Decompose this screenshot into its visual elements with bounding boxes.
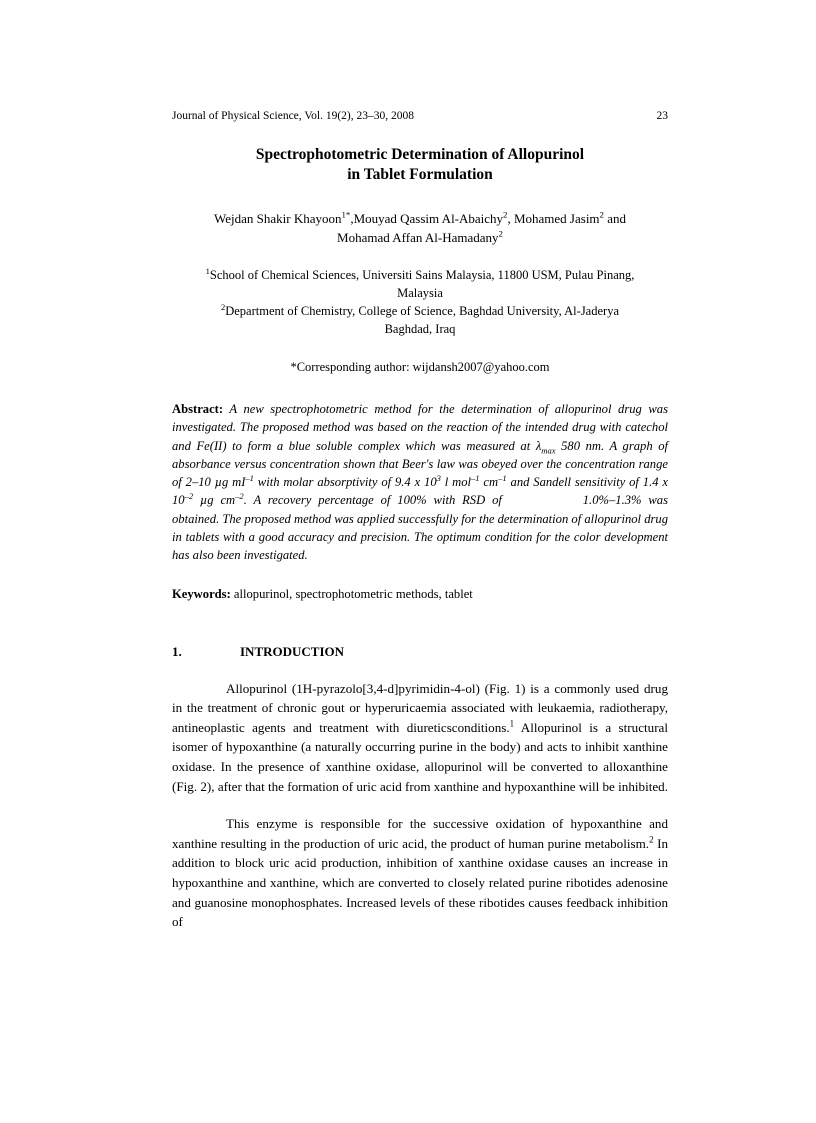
author-line-1 <box>172 209 668 228</box>
author-affil-marker-2: 2 <box>503 209 508 220</box>
author-name-khayoon: Wejdan Shakir Khayoon <box>214 211 342 226</box>
affiliation-block <box>172 266 668 338</box>
paragraph-2-text-2: In addition to block uric acid production, inhibition of xanthine oxidase causes an increase in hypoxanthine and xanthine, which are converted to closely related purine ribotides adenosine and guanosine monophosphates. Increased levels of these ribotides causes feedback inhibition of <box>172 835 669 930</box>
author-name-jasim: , Mohamed Jasim <box>507 211 600 226</box>
affiliation-2-line-1 <box>172 302 668 320</box>
paragraph-1 <box>172 679 668 797</box>
author-line-2 <box>172 228 668 247</box>
author-conjunction: and <box>603 211 626 226</box>
running-head <box>172 109 668 123</box>
abstract-label: Abstract: <box>172 402 224 416</box>
journal-citation: Journal of Physical Science, Vol. 19(2), 23–30, 2008 <box>172 110 415 122</box>
abstract-text-6: and Sandell sensitivity of 1.4 x 10 <box>172 475 668 508</box>
citation-reference-2: 2 <box>649 834 654 845</box>
corresponding-author: *Corresponding author: wijdansh2007@yahoo.com <box>290 360 550 374</box>
section-title: INTRODUCTION <box>240 643 345 659</box>
title-line-2: in Tablet Formulation <box>347 166 493 183</box>
author-affil-marker-3: 2 <box>599 209 604 220</box>
page-title <box>172 145 668 185</box>
lambda-max-subscript: max <box>541 445 556 456</box>
affiliation-2-line-2: Baghdad, Iraq <box>384 322 456 336</box>
abstract-text-4: l mol <box>440 475 472 490</box>
affiliation-marker-1: 1 <box>205 265 210 276</box>
paragraph-1-text-1: Allopurinol (1H-pyrazolo[3,4-d]pyrimidin-4-ol) (Fig. 1) is a commonly used drug in the treatment of chronic gout or hyperuricaemia associated with leukaemia, radiotherapy, antineoplastic agents and treatment with diureticsconditions. <box>172 680 668 735</box>
author-affil-marker-4: 2 <box>498 228 503 239</box>
author-list <box>172 209 668 247</box>
paragraph-1-text-2: Allopurinol is a structural isomer of hypoxanthine (a naturally occurring purine in the body) and acts to inhibit xanthine oxidase. In the presence of xanthine oxidase, allopurinol will be converted to alloxanthine (Fig. 2), after that the formation of uric acid from xanthine and hypoxanthine will be inhibited. <box>172 719 669 794</box>
unit-exponent-1: –1 <box>245 473 254 483</box>
abstract-text-9: 1.0%–1.3% was obtained. The proposed method was applied successfully for the determination of allopurinol drug in tablets with a good accuracy and precision. The optimum condition for the color development has also been investigated. <box>172 493 668 563</box>
author-name-alabaichy: ,Mouyad Qassim Al-Abaichy <box>350 211 504 226</box>
unit-exponent-5: –2 <box>184 491 194 502</box>
page-content <box>172 109 668 951</box>
page-number: 23 <box>656 110 668 122</box>
unit-exponent-4: –1 <box>498 473 507 483</box>
affiliation-1-line-1 <box>172 266 668 284</box>
paragraph-2-text-1: This enzyme is responsible for the successive oxidation of hypoxanthine and xanthine resulting in the production of uric acid, the product of human purine metabolism. <box>172 816 668 851</box>
author-name-alhamadany: Mohamad Affan Al-Hamadany <box>337 230 499 245</box>
unit-exponent-3: –1 <box>471 473 480 483</box>
author-affil-marker-1: 1* <box>341 209 351 220</box>
keywords-value: allopurinol, spectrophotometric methods, tablet <box>230 586 473 601</box>
affiliation-marker-2: 2 <box>220 301 226 312</box>
abstract-text-7: µg cm <box>193 493 236 508</box>
affiliation-1-text: School of Chemical Sciences, Universiti Sains Malaysia, 11800 USM, Pulau Pinang, <box>209 268 635 282</box>
abstract-text-2: 580 nm. A graph of absorbance versus concentration shown that Beer's law was obeyed over the concentration range of 2–10 µg mI <box>172 438 669 490</box>
abstract-text-1: A new spectrophotometric method for the determination of allopurinol drug was investigated. The proposed method was based on the reaction of the intended drug with catechol and Fe(II) to form a blue soluble complex which was measured at <box>172 402 668 453</box>
citation-reference-1: 1 <box>509 718 515 729</box>
keywords-section <box>172 585 668 603</box>
affiliation-2-text: Department of Chemistry, College of Science, Baghdad University, Al-Jaderya <box>225 304 619 318</box>
keywords-label: Keywords: <box>172 586 231 601</box>
abstract-text-8: . A recovery percentage of 100% with RSD of <box>243 493 509 508</box>
abstract-text-3: with molar absorptivity of 9.4 x 10 <box>253 475 437 490</box>
paragraph-2 <box>172 814 668 951</box>
abstract-section <box>172 400 668 565</box>
unit-exponent-2: 3 <box>436 473 441 483</box>
lambda-symbol: λ <box>535 438 542 453</box>
section-number: 1. <box>172 643 182 659</box>
unit-exponent-6: –2 <box>235 491 244 502</box>
section-heading-introduction <box>172 643 668 661</box>
abstract-text-5: cm <box>479 475 499 490</box>
affiliation-1-line-2: Malaysia <box>397 286 443 300</box>
title-line-1: Spectrophotometric Determination of Allopurinol <box>255 146 585 163</box>
